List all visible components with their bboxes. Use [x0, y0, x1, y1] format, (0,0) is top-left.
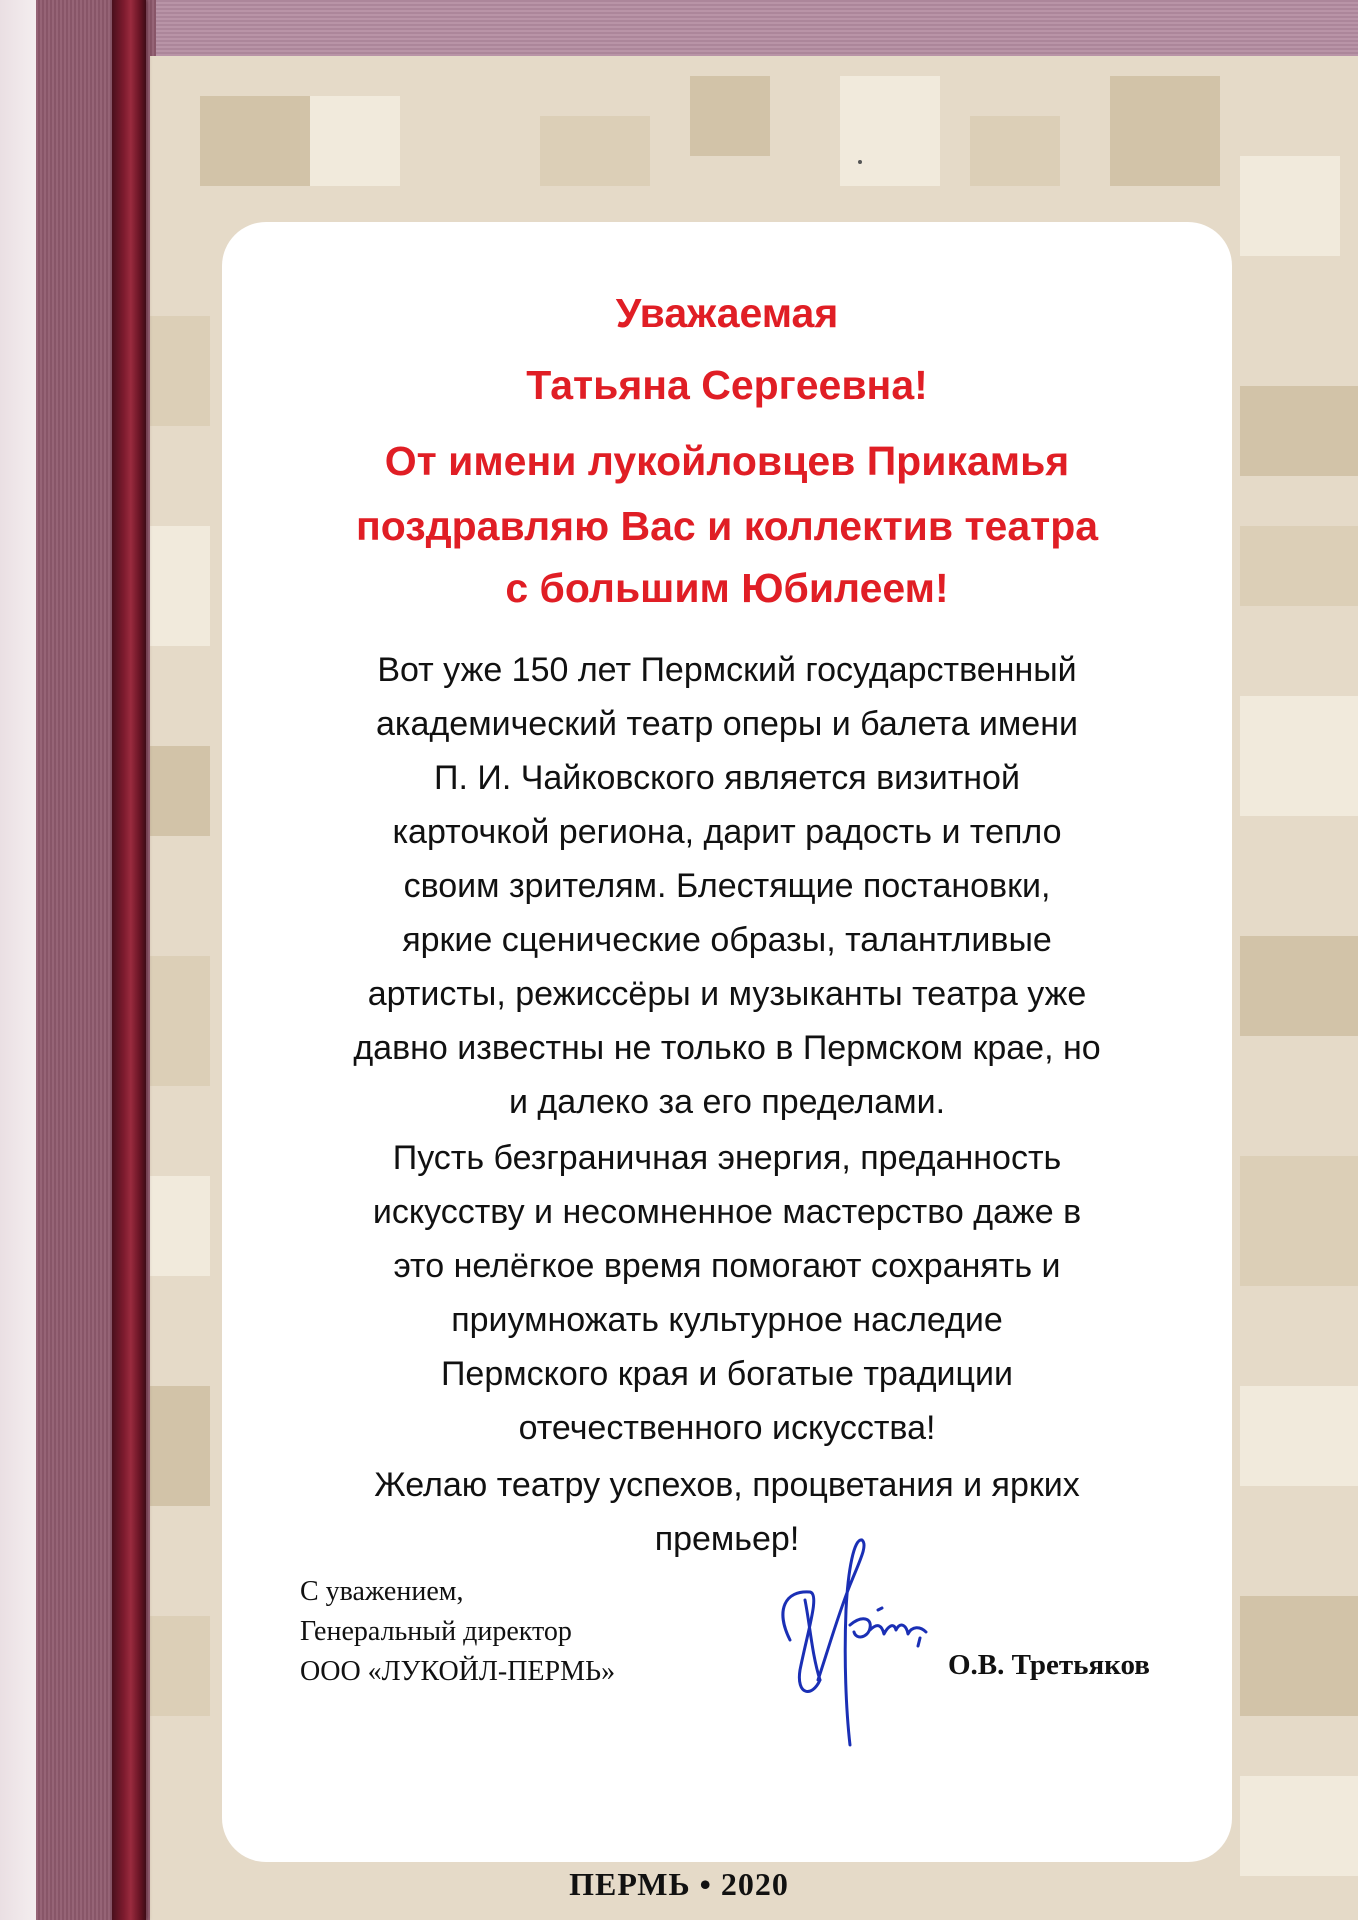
- cover-edge: [0, 0, 36, 1920]
- decor-square: [1240, 1776, 1358, 1876]
- decor-square: [1110, 76, 1220, 186]
- signature-title: Генеральный директор: [300, 1616, 572, 1647]
- decor-square: [150, 1386, 210, 1506]
- paragraph-1-line: и далеко за его пределами.: [508, 1083, 946, 1121]
- paragraph-1-line: карточкой региона, дарит радость и тепло: [392, 813, 1062, 851]
- paragraph-2-line: Пусть безграничная энергия, преданность: [392, 1139, 1062, 1177]
- decor-square: [1240, 1596, 1358, 1716]
- paragraph-1-line: Вот уже 150 лет Пермский государственный: [377, 651, 1077, 689]
- paragraph-2-line: это нелёгкое время помогают сохранять и: [393, 1247, 1061, 1285]
- ribbon: [112, 0, 146, 1920]
- greeting-line-5: с большим Юбилеем!: [505, 565, 949, 611]
- decor-square: [1240, 526, 1358, 606]
- footer-place-year: ПЕРМЬ • 2020: [569, 1866, 789, 1902]
- paragraph-3-line: Желаю театру успехов, процветания и ярких: [374, 1466, 1080, 1504]
- decor-square: [690, 76, 770, 156]
- decor-square: [970, 116, 1060, 186]
- paragraph-2-line: искусству и несомненное мастерство даже в: [372, 1193, 1082, 1231]
- signature-block: [300, 1572, 615, 1692]
- decor-square: [1240, 1386, 1358, 1486]
- paragraph-1-line: давно известны не только в Пермском крае, но: [353, 1029, 1101, 1067]
- greeting-line-3: От имени лукойловцев Прикамья: [384, 438, 1070, 484]
- paragraph-2-line: Пермского края и богатые традиции: [440, 1355, 1014, 1393]
- decor-square: [150, 1616, 210, 1716]
- decor-square: [150, 1176, 210, 1276]
- greeting-line-4: поздравляю Вас и коллектив театра: [355, 503, 1099, 549]
- decor-square: [840, 76, 940, 186]
- decor-square: [540, 116, 650, 186]
- decor-square: [150, 316, 210, 426]
- greeting-line-2: Татьяна Сергеевна!: [526, 362, 928, 408]
- decor-square: [1240, 936, 1358, 1036]
- paragraph-3-line: премьер!: [654, 1520, 800, 1558]
- paragraph-2-line: отечественного искусства!: [518, 1409, 936, 1447]
- decor-square: [1240, 696, 1358, 816]
- paragraph-1-line: своим зрителям. Блестящие постановки,: [403, 867, 1051, 905]
- handwritten-signature: [750, 1530, 950, 1760]
- decor-square: [1240, 1156, 1358, 1286]
- paragraph-2-line: приумножать культурное наследие: [451, 1301, 1003, 1339]
- paragraph-1-line: артисты, режиссёры и музыканты театра уже: [367, 975, 1087, 1013]
- decor-square: [1240, 156, 1340, 256]
- paragraph-1-line: яркие сценические образы, талантливые: [402, 921, 1052, 959]
- decor-square: [200, 96, 310, 186]
- signature-company: ООО «ЛУКОЙЛ-ПЕРМЬ»: [300, 1656, 616, 1687]
- greeting-line-1: Уважаемая: [615, 290, 839, 336]
- decor-square: [150, 526, 210, 646]
- signature-regards: С уважением,: [300, 1576, 464, 1607]
- paragraph-1-line: академический театр оперы и балета имени: [376, 705, 1078, 743]
- decor-square: [150, 746, 210, 836]
- paragraph-1-line: П. И. Чайковского является визитной: [434, 759, 1020, 797]
- scan-speck: [858, 160, 862, 164]
- decor-square: [150, 956, 210, 1086]
- signature-name: О.В. Третьяков: [948, 1649, 1150, 1681]
- decor-square: [310, 96, 400, 186]
- decor-square: [1240, 386, 1358, 476]
- cover-top-edge: [36, 0, 1358, 56]
